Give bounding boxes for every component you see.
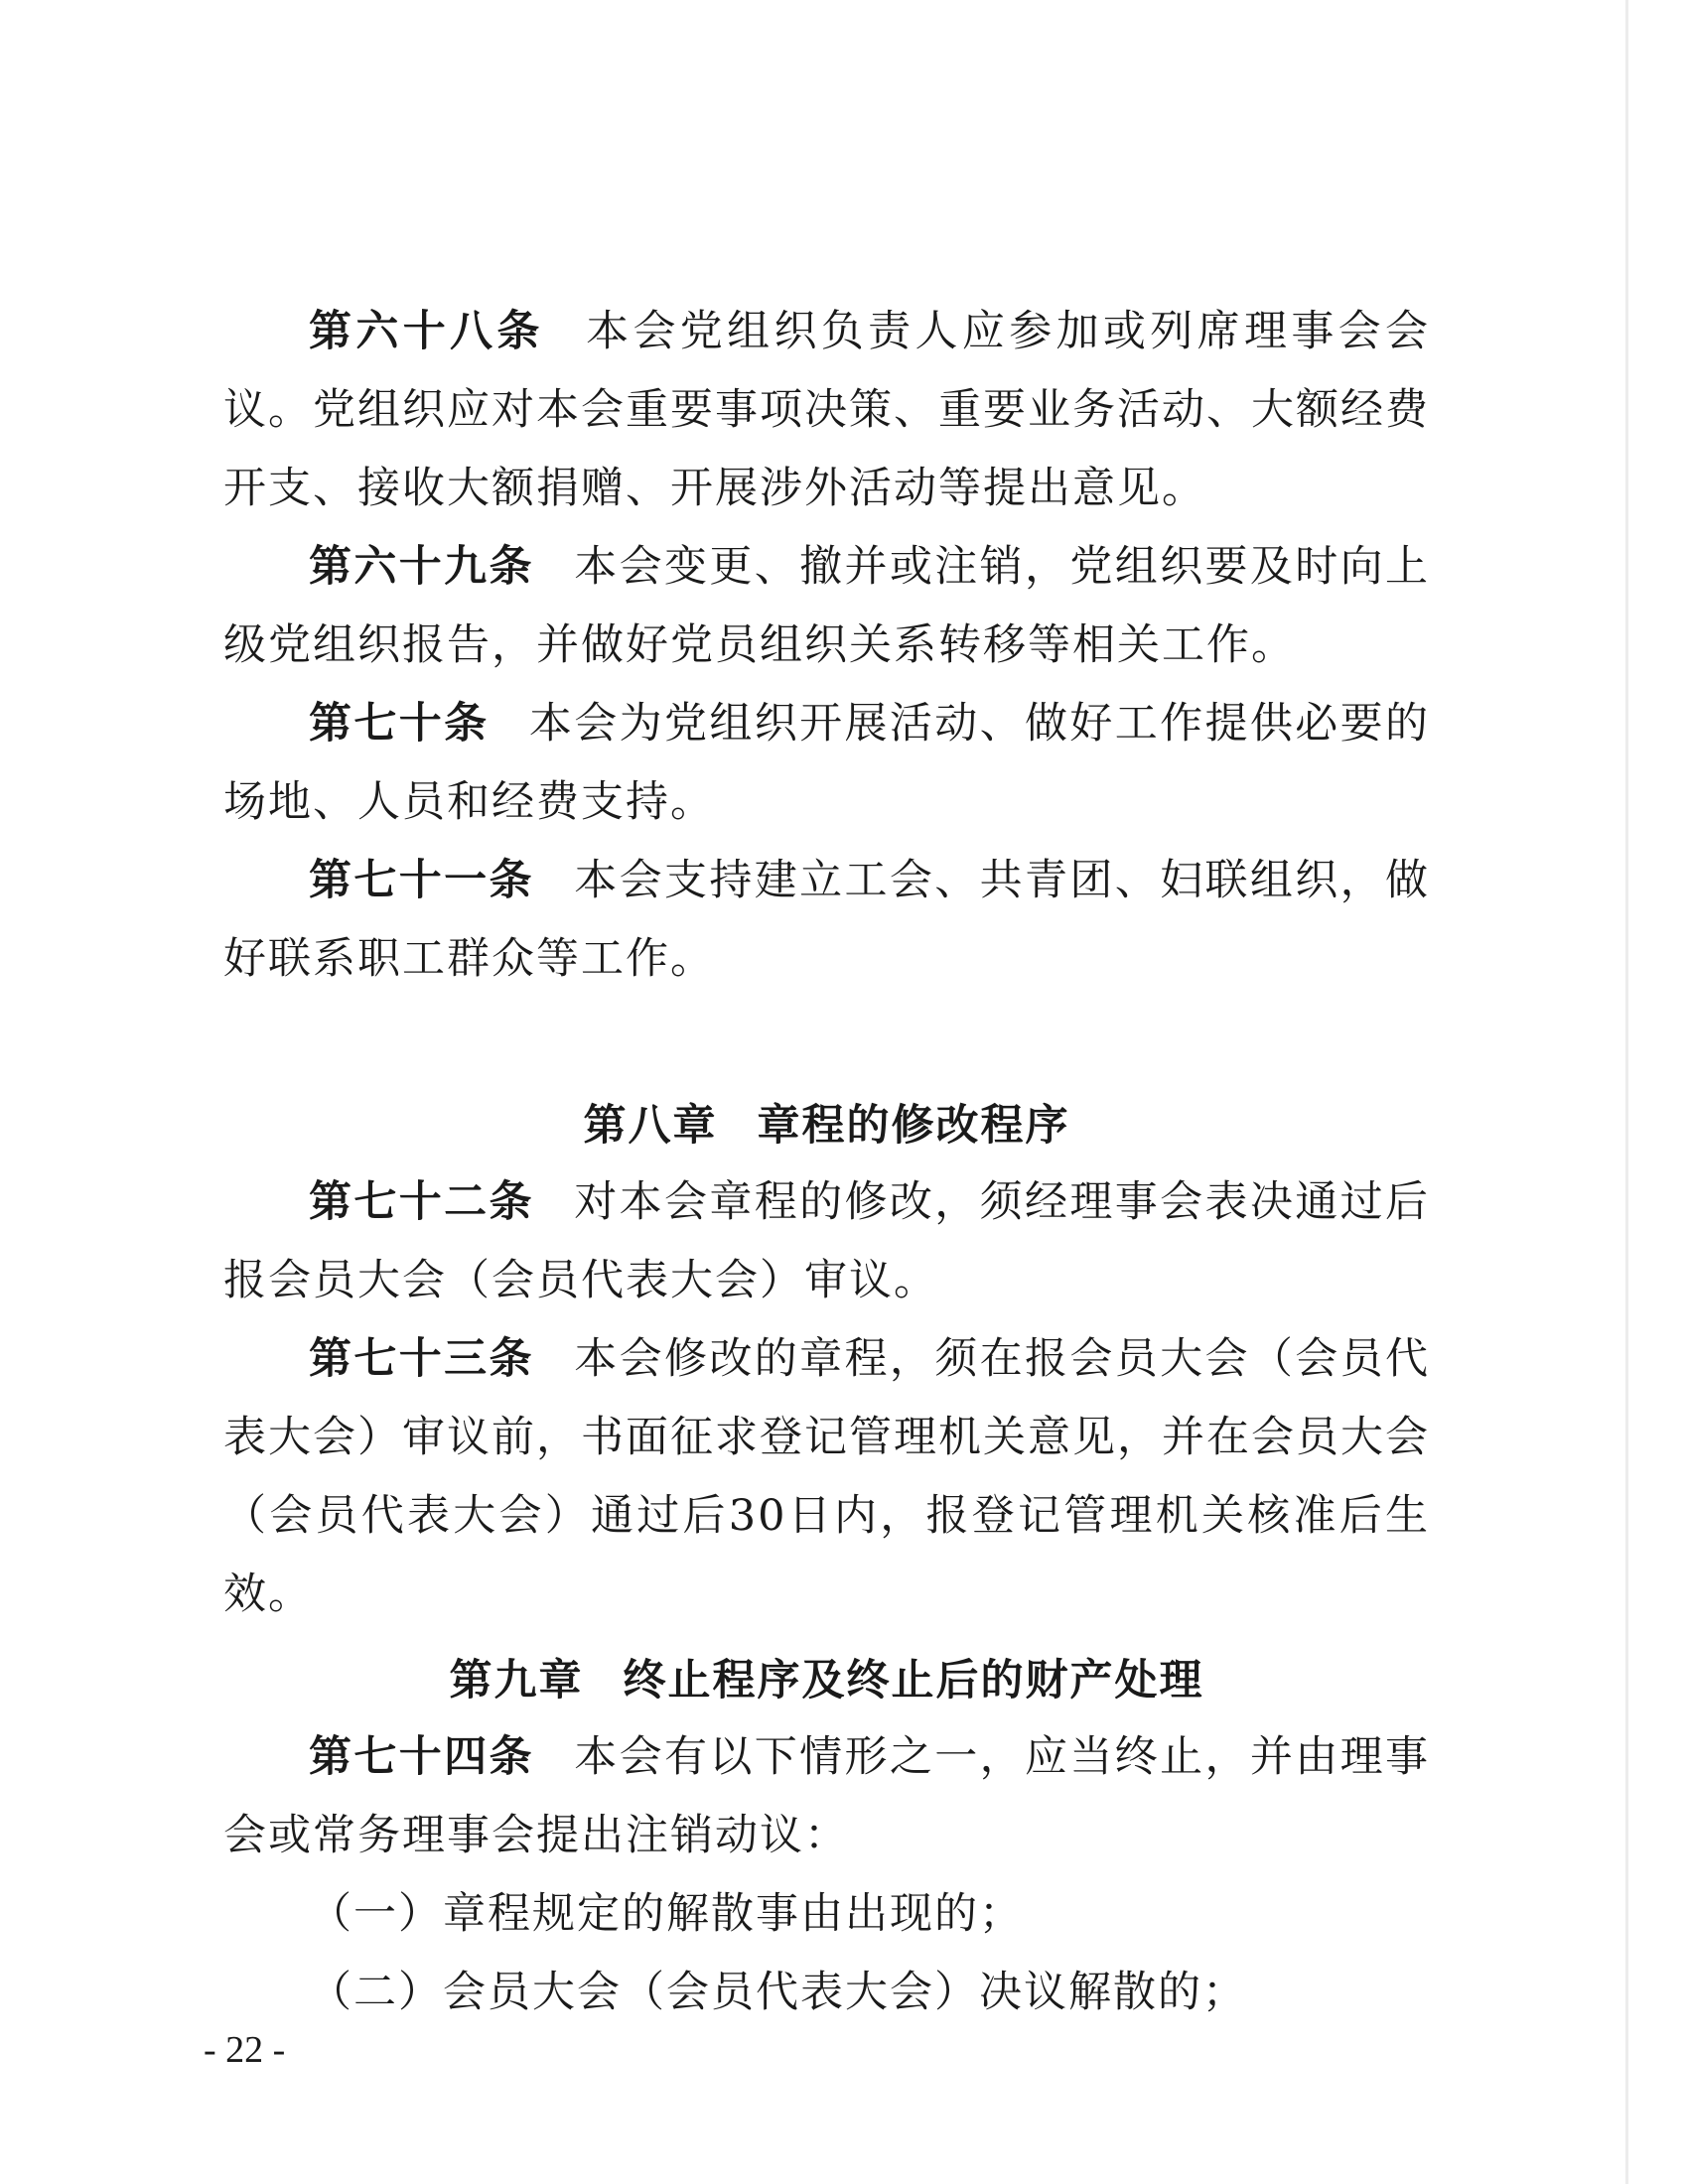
article-text: 本会变更、撤并或注销，党组织要及时向上级党组织报告，并做好党员组织关系转移等相关工作。 <box>223 542 1430 670</box>
article-number: 第七十四条 <box>309 1732 534 1782</box>
article-72 <box>223 1163 1430 1320</box>
article-text: 本会支持建立工会、共青团、妇联组织，做好联系职工群众等工作。 <box>223 856 1430 984</box>
article-number: 第七十一条 <box>309 856 534 905</box>
chapter-8-heading <box>223 1087 1430 1165</box>
article-number: 第七十三条 <box>309 1334 534 1384</box>
article-number: 第六十九条 <box>309 542 534 592</box>
article-text: 对本会章程的修改，须经理事会表决通过后报会员大会（会员代表大会）审议。 <box>223 1177 1430 1305</box>
article-number: 第七十条 <box>309 699 490 749</box>
chapter-number: 第八章 <box>583 1101 718 1151</box>
article-68 <box>223 293 1430 528</box>
chapter-number: 第九章 <box>449 1656 584 1706</box>
article-text: 本会为党组织开展活动、做好工作提供必要的场地、人员和经费支持。 <box>223 699 1430 827</box>
article-71 <box>223 842 1430 999</box>
article-69 <box>223 528 1430 685</box>
article-text: 本会修改的章程，须在报会员大会（会员代表大会）审议前，书面征求登记管理机关意见，并在会员大会（会员代表大会）通过后30日内，报登记管理机关核准后生效。 <box>223 1334 1430 1619</box>
article-text: 本会党组织负责人应参加或列席理事会会议。党组织应对本会重要事项决策、重要业务活动、大额经费开支、接收大额捐赠、开展涉外活动等提出意见。 <box>223 307 1431 513</box>
chapter-title: 终止程序及终止后的财产处理 <box>623 1656 1204 1706</box>
article-text: 本会有以下情形之一，应当终止，并由理事会或常务理事会提出注销动议： <box>223 1732 1430 1860</box>
article-73 <box>223 1320 1430 1634</box>
page-number: - 22 - <box>204 2029 286 2071</box>
scan-edge-shadow <box>1625 0 1628 2184</box>
list-item-1: （一）章程规定的解散事由出现的； <box>309 1889 1024 1939</box>
chapter-title: 章程的修改程序 <box>757 1101 1070 1151</box>
article-70 <box>223 685 1430 842</box>
chapter-9-heading <box>223 1642 1430 1720</box>
list-item-2: （二）会员大会（会员代表大会）决议解散的； <box>309 1968 1247 2017</box>
article-number: 第七十二条 <box>309 1177 534 1227</box>
article-74 <box>223 1718 1430 1875</box>
article-number: 第六十八条 <box>309 307 544 356</box>
